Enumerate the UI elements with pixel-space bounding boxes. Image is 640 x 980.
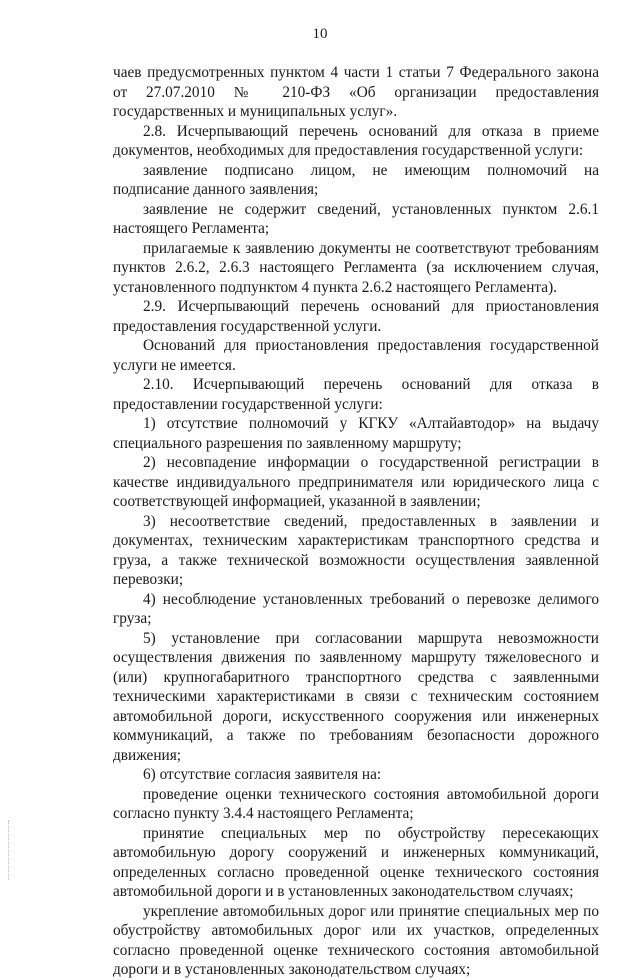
scan-margin-marks bbox=[8, 820, 11, 880]
paragraph: укрепление автомобильных дорог или принятие специальных мер по обустройству автомобильных дорог или их участков, определенных согласно проведенной оценке технического состояния автомобильной дороги и в установленных законодательством случаях; bbox=[113, 902, 599, 978]
paragraph: чаев предусмотренных пунктом 4 части 1 статьи 7 Федерального закона от 27.07.2010 № 210-ФЗ «Об организации предоставления государственных и муниципальных услуг». bbox=[113, 64, 599, 120]
paragraph: 3) несоответствие сведений, предоставленных в заявлении и документах, техническим характеристикам транспортного средства и груза, а также технической возможности осуществления заявленной перевозки; bbox=[113, 512, 599, 588]
paragraph: 1) отсутствие полномочий у КГКУ «Алтайавтодор» на выдачу специального разрешения по заявленному маршруту; bbox=[113, 415, 599, 452]
paragraph: заявление подписано лицом, не имеющим полномочий на подписание данного заявления; bbox=[113, 161, 599, 198]
paragraph: 2.9. Исчерпывающий перечень оснований для приостановления предоставления государственной услуги. bbox=[113, 298, 599, 335]
paragraph: 5) установление при согласовании маршрута невозможности осуществления движения по заявленному маршруту тяжеловесного и (или) крупногабаритного транспортного средства с заявленными техническими характеристиками в связи с техническим состоянием автомобильной дороги, искусственного сооружения или инженерных коммуникаций, а также по требованиям безопасности дорожного движения; bbox=[113, 629, 599, 764]
paragraph: принятие специальных мер по обустройству пересекающих автомобильную дорогу сооружений и инженерных коммуникаций, определенных согласно проведенной оценке технического состояния автомобильной дороги и в установленных законодательством случаях; bbox=[113, 824, 599, 900]
paragraph: 2) несовпадение информации о государственной регистрации в качестве индивидуального предпринимателя или юридического лица с соответствующей информацией, указанной в заявлении; bbox=[113, 454, 599, 510]
paragraph: 6) отсутствие согласия заявителя на: bbox=[143, 766, 382, 783]
paragraph: прилагаемые к заявлению документы не соответствуют требованиям пунктов 2.6.2, 2.6.3 настоящего Регламента (за исключением случая, установленного подпунктом 4 пункта 2.6.2 настоящего Регламента). bbox=[113, 239, 599, 296]
document-body bbox=[113, 63, 599, 980]
paragraph: 2.8. Исчерпывающий перечень оснований для отказа в приеме документов, необходимых для предоставления государственной услуги: bbox=[113, 122, 599, 159]
page-number: 10 bbox=[312, 26, 328, 42]
paragraph: Оснований для приостановления предоставления государственной услуги не имеется. bbox=[113, 337, 599, 374]
paragraph: заявление не содержит сведений, установленных пунктом 2.6.1 настоящего Регламента; bbox=[113, 200, 599, 237]
paragraph: проведение оценки технического состояния автомобильной дороги согласно пункту 3.4.4 настоящего Регламента; bbox=[113, 785, 599, 822]
paragraph: 2.10. Исчерпывающий перечень оснований для отказа в предоставлении государственной услуги: bbox=[113, 376, 599, 413]
paragraph: 4) несоблюдение установленных требований о перевозке делимого груза; bbox=[113, 590, 599, 627]
